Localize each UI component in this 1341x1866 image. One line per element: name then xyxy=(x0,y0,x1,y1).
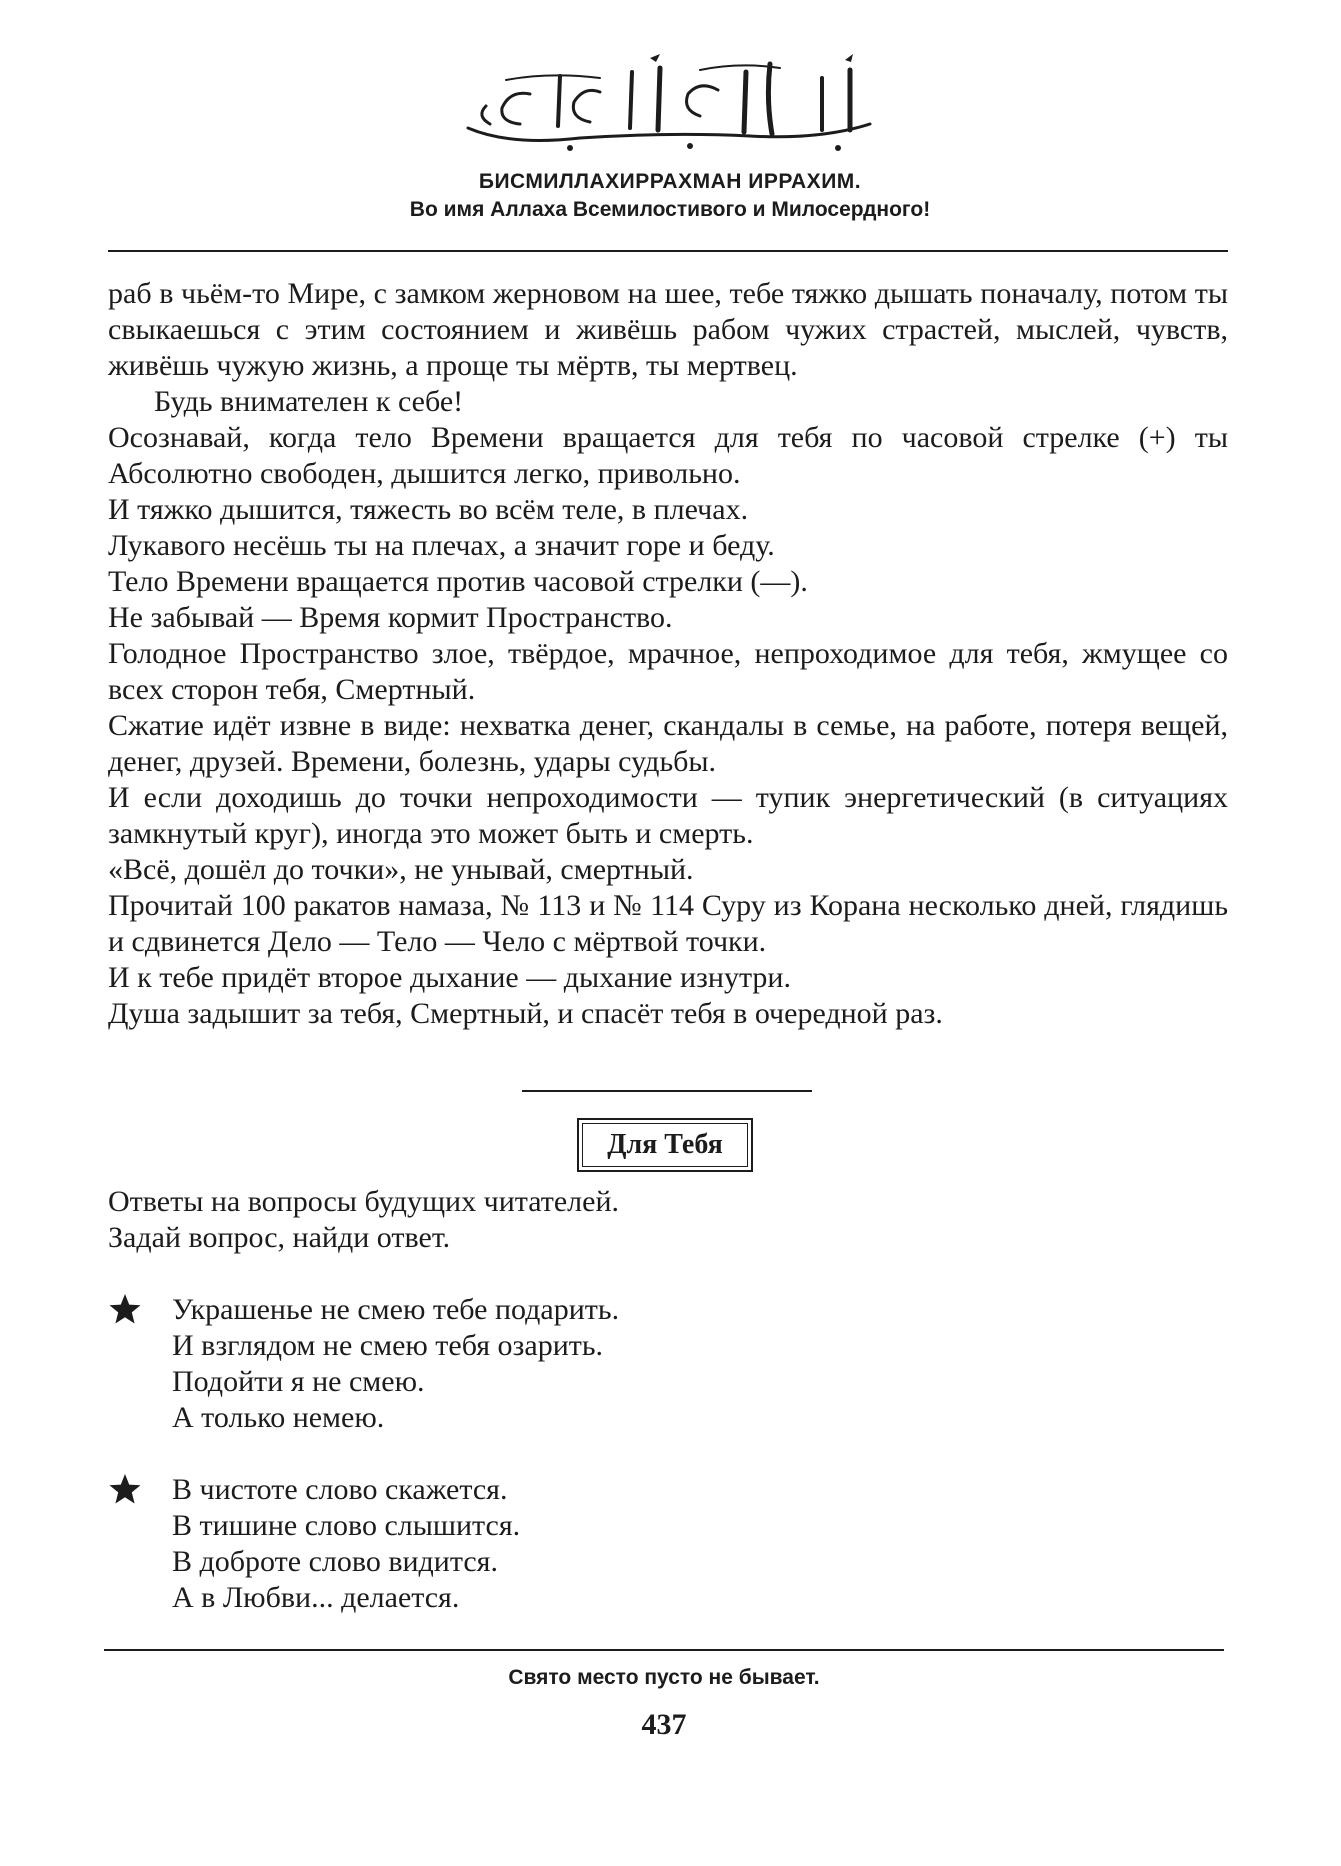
verse-line: В тишине слово слышится. xyxy=(172,1509,521,1542)
paragraph: Не забывай — Время кормит Пространство. xyxy=(108,601,673,634)
verse-line: В доброте слово видится. xyxy=(172,1545,498,1578)
section-intro xyxy=(108,1184,1228,1256)
paragraph: Тело Времени вращается против часовой стрелки (—). xyxy=(108,565,808,598)
section-divider xyxy=(522,1090,812,1092)
paragraph: Сжатие идёт извне в виде: нехватка денег, скандалы в семье, на работе, потеря вещей, денег, друзей. Времени, болезнь, удары судьбы. xyxy=(108,709,1228,778)
intro-line: Ответы на вопросы будущих читателей. xyxy=(108,1185,620,1218)
footer-divider xyxy=(104,1649,1224,1651)
paragraph: Душа задышит за тебя, Смертный, и спасёт тебя в очередной раз. xyxy=(108,997,943,1030)
paragraph: «Всё, дошёл до точки», не унывай, смертный. xyxy=(108,853,694,886)
footer-saying: Свято место пусто не бывает. xyxy=(508,1666,820,1689)
paragraph: И если доходишь до точки непроходимости — тупик энергетический (в ситуациях замкнутый круг), иногда это может быть и смерть. xyxy=(108,781,1228,850)
header-title: БИСМИЛЛАХИРРАХМАН ИРРАХИМ. xyxy=(478,170,862,193)
page-number: 437 xyxy=(641,1708,687,1741)
verse-lines xyxy=(172,1292,619,1436)
paragraph: раб в чьём-то Мире, с замком жерновом на шее, тебе тяжко дышать поначалу, потом ты свыкаешься с этим состоянием и живёшь рабом чужих страстей, мыслей, чувств, живёшь чужую жизнь, а проще ты мёртв, ты мертвец. xyxy=(108,277,1228,382)
paragraph: Голодное Пространство злое, твёрдое, мрачное, непроходимое для тебя, жмущее со всех сторон тебя, Смертный. xyxy=(108,637,1228,706)
divider xyxy=(108,250,1228,252)
paragraph: Лукавого несёшь ты на плечах, а значит горе и беду. xyxy=(108,529,775,562)
bismillah-calligraphy xyxy=(450,50,890,160)
paragraph: Осознавай, когда тело Времени вращается для тебя по часовой стрелке (+) ты Абсолютно свободен, дышится легко, привольно. xyxy=(108,421,1228,490)
bismillah-calligraphy-image xyxy=(450,50,890,160)
header-subtitle: Во имя Аллаха Всемилостивого и Милосердного! xyxy=(409,198,931,221)
paragraph: Будь внимателен к себе! xyxy=(154,385,464,418)
star-icon xyxy=(108,1292,142,1326)
verse-line: Украшенье не смею тебе подарить. xyxy=(172,1293,620,1326)
verse-line: Подойти я не смею. xyxy=(172,1365,425,1398)
star-icon xyxy=(108,1472,142,1506)
paragraph: И тяжко дышится, тяжесть во всём теле, в плечах. xyxy=(108,493,749,526)
intro-line: Задай вопрос, найди ответ. xyxy=(108,1221,451,1254)
verse-line: В чистоте слово скажется. xyxy=(172,1473,508,1506)
verse-line: И взглядом не смею тебя озарить. xyxy=(172,1329,604,1362)
section-heading: Для Тебя xyxy=(582,1123,748,1167)
body-text xyxy=(108,276,1228,1032)
verse-lines xyxy=(172,1472,520,1616)
verse-line: А только немею. xyxy=(172,1401,385,1434)
section-heading-box xyxy=(577,1118,753,1172)
verse-line: А в Любви... делается. xyxy=(172,1581,460,1614)
paragraph: И к тебе придёт второе дыхание — дыхание изнутри. xyxy=(108,961,791,994)
paragraph: Прочитай 100 ракатов намаза, № 113 и № 114 Суру из Корана несколько дней, глядишь и сдвинется Дело — Тело — Чело с мёртвой точки. xyxy=(108,889,1228,958)
